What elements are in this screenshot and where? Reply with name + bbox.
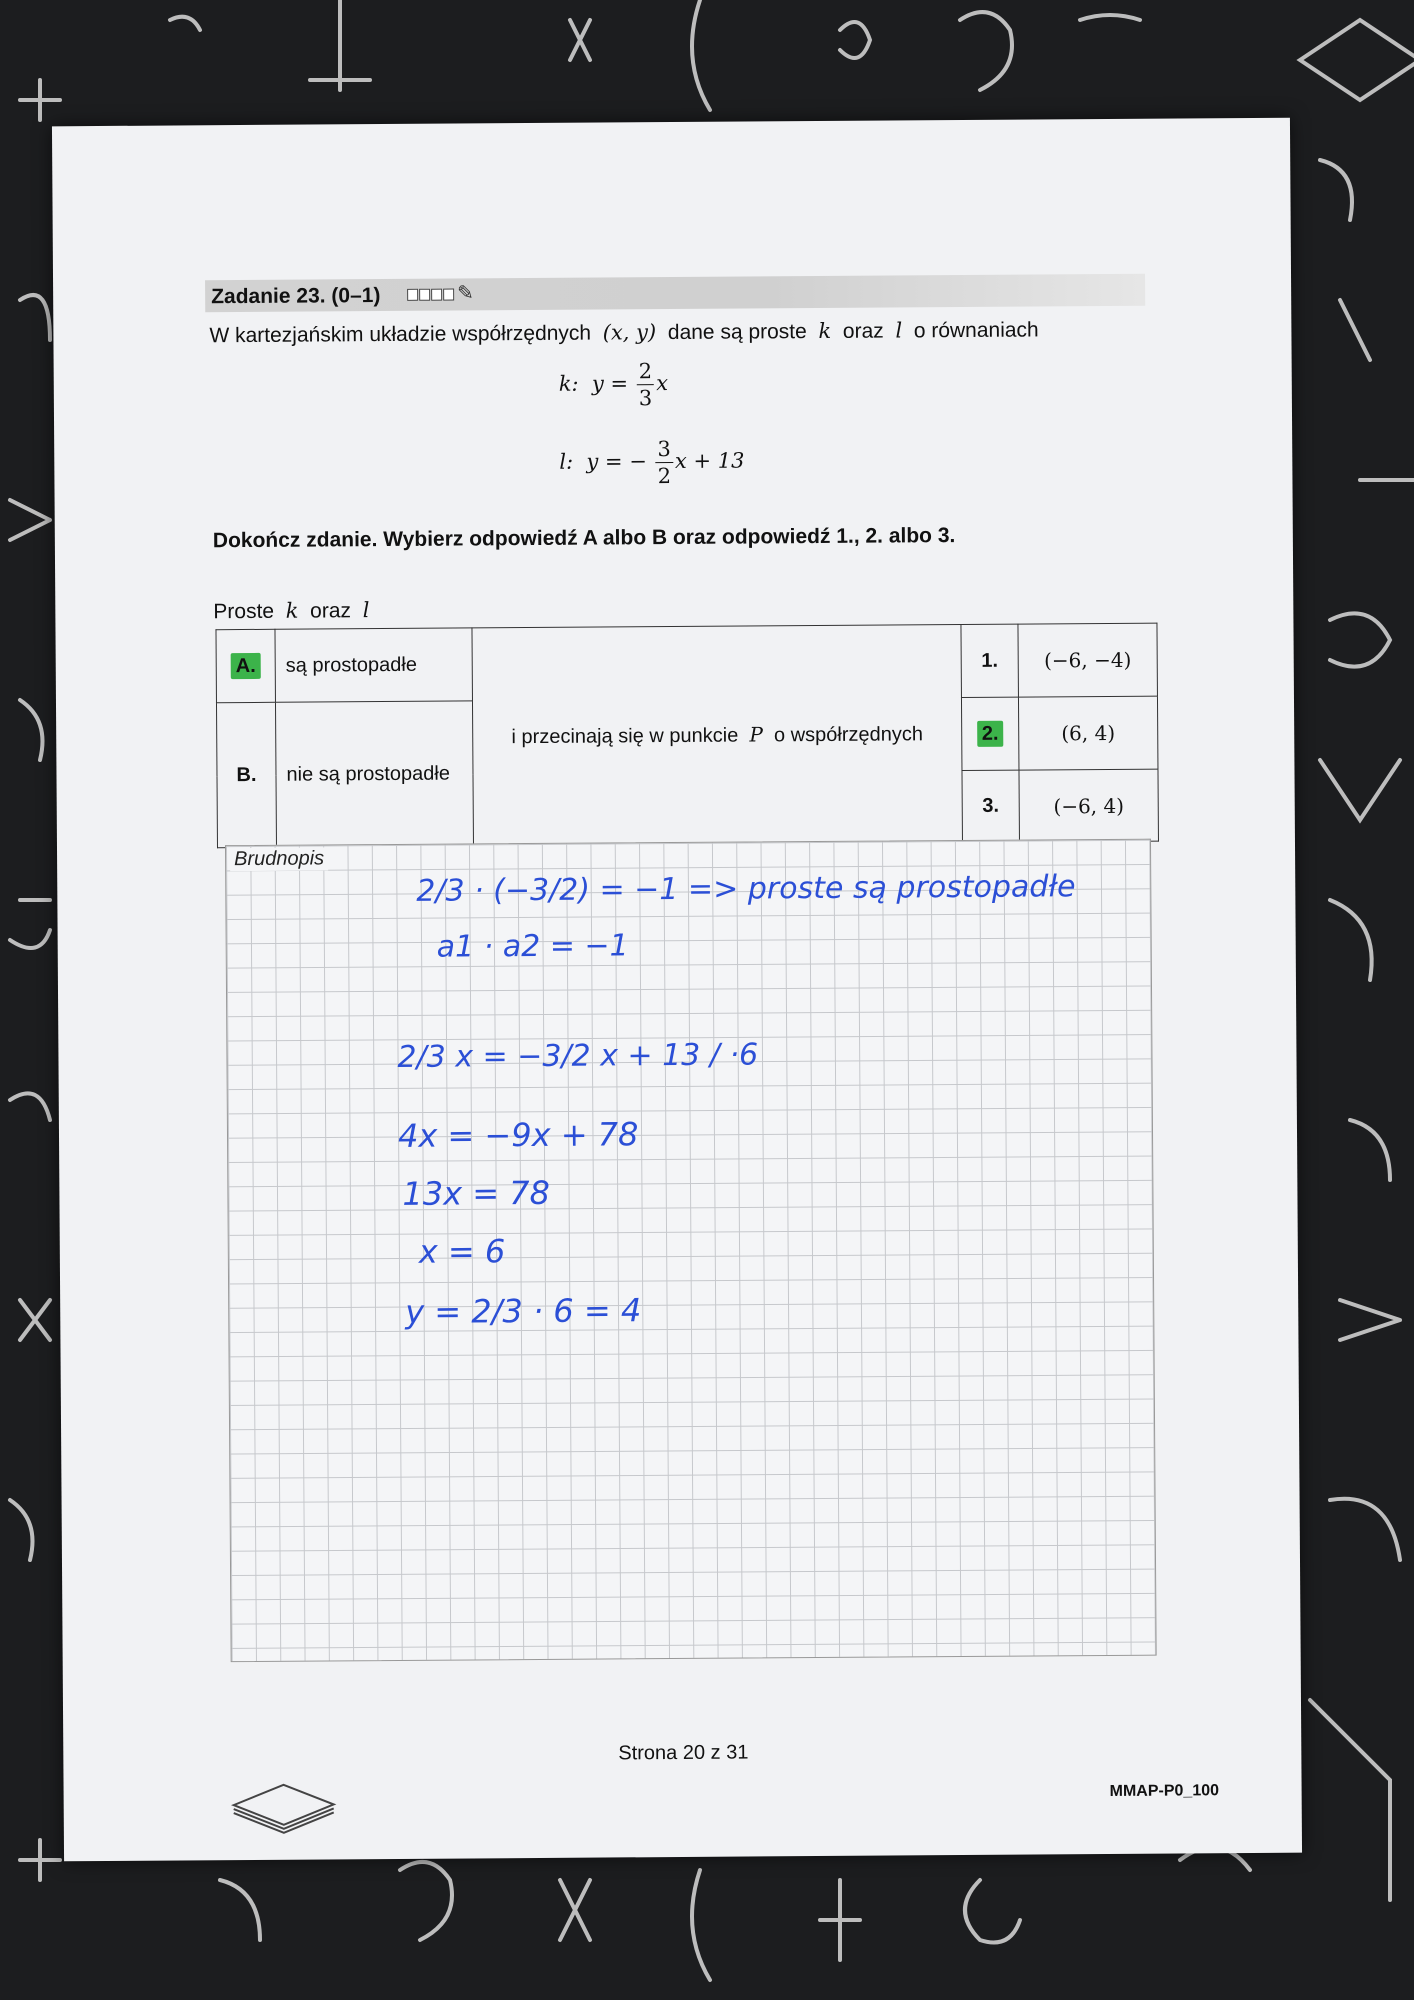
cke-logo [228,1764,338,1835]
scratch-line-4: 4x = −9x + 78 [397,1115,639,1155]
scratch-label: Brudnopis [230,847,328,871]
handwritten-solution [226,840,1156,1661]
score-boxes [407,289,455,301]
scratch-line-1: 2/3 · (−3/2) = −1 => proste są prostopadłe [416,869,1076,909]
scratch-line-2: a1 · a2 = −1 [436,928,629,965]
scratch-line-5: 13x = 78 [402,1173,551,1213]
exam-code: MMAP-P0_100 [1109,1782,1220,1800]
exam-sheet [52,118,1302,1862]
option-a-letter[interactable]: A. [216,629,276,702]
scratch-line-3: 2/3 x = −3/2 x + 13 / ·6 [397,1037,759,1075]
page-number: Strona 20 z 31 [618,1741,749,1765]
task-title: Zadanie 23. (0–1) [211,284,381,309]
pencil-icon: ✎ [457,282,474,305]
task-header [205,274,1145,313]
option-3-coords[interactable]: (−6, 4) [1019,769,1158,842]
middle-clause: i przecinają się w punkcie P o współrzędnych [472,625,963,846]
equation-l: l: y = − $\frac{3}{2}$ x + 13 [559,437,745,489]
option-1-coords[interactable]: (−6, −4) [1018,623,1158,697]
option-3-number[interactable]: 3. [962,770,1020,842]
sentence-lead: Proste k oraz l [213,598,370,624]
option-1-number[interactable]: 1. [961,624,1019,697]
option-b-text[interactable]: nie są prostopadłe [275,701,473,847]
option-2-number[interactable]: 2. [961,697,1019,770]
scratch-line-7: y = 2/3 · 6 = 4 [405,1291,642,1331]
equation-k: k: y = $\frac{2}{3}$ x [558,359,669,411]
option-a-text[interactable]: są prostopadłe [275,628,473,702]
answer-table [215,623,1159,849]
instruction: Dokończ zdanie. Wybierz odpowiedź A albo B oraz odpowiedź 1., 2. albo 3. [212,524,956,553]
task-intro: W kartezjańskim układzie współrzędnych (x, y) dane są proste k oraz l o równaniach [209,318,1039,348]
option-b-letter[interactable]: B. [216,702,276,847]
scratch-line-6: x = 6 [418,1232,506,1271]
scratch-area [225,839,1157,1662]
option-2-coords[interactable]: (6, 4) [1018,696,1158,770]
